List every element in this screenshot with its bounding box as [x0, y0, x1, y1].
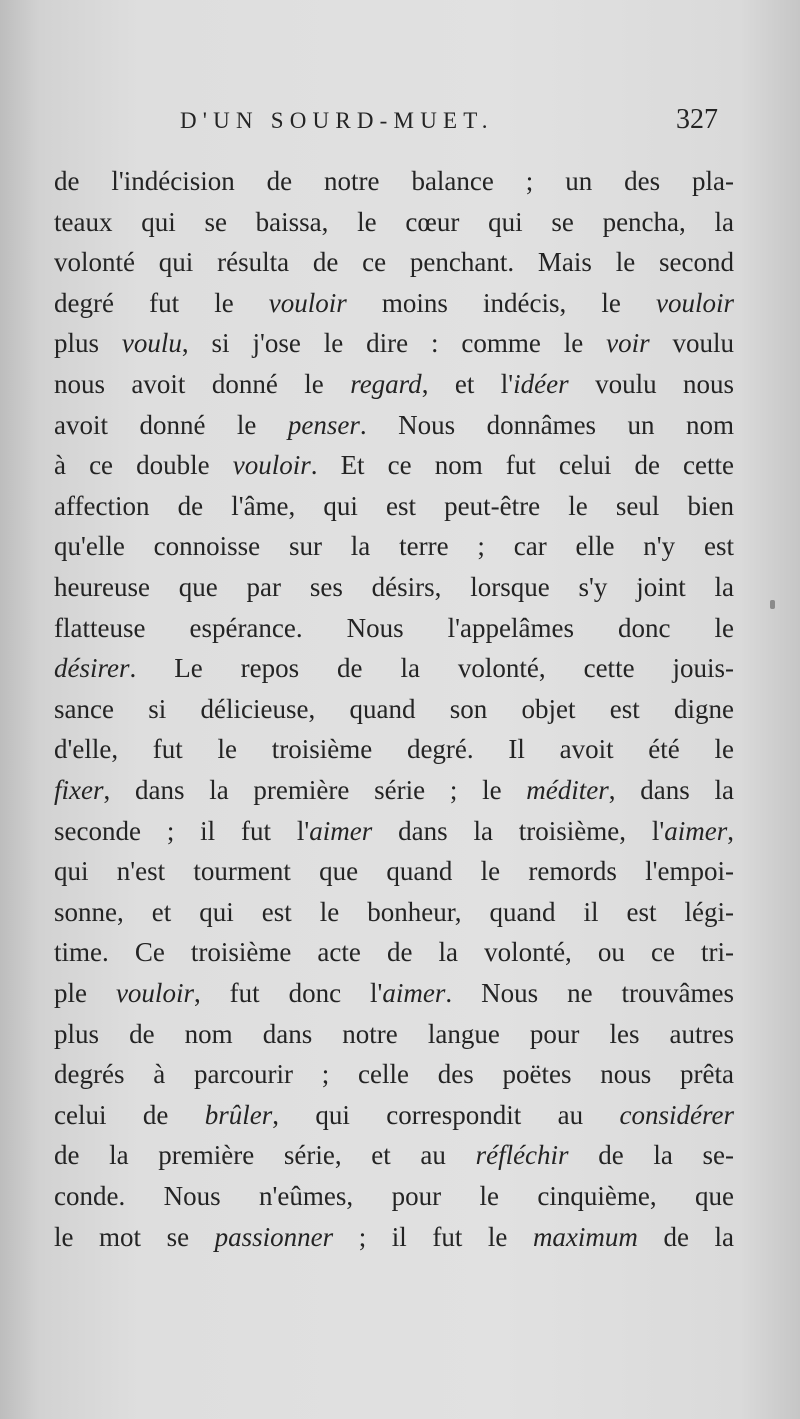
- italic-term: passionner: [214, 1221, 334, 1252]
- italic-term: penser: [287, 409, 360, 440]
- text-run: avoit donné le: [54, 409, 288, 440]
- text-run: , dans la: [608, 775, 734, 805]
- italic-term: vouloir: [656, 287, 734, 318]
- text-run: degrés à parcourir ; celle des poëtes nous prêta: [54, 1059, 734, 1090]
- text-line: [54, 769, 734, 811]
- italic-term: aimer: [382, 978, 446, 1008]
- text-run: affection de l'âme, qui est peut-être le seul bien: [54, 490, 734, 521]
- text-run: d'elle, fut le troisième degré. Il avoit été le: [54, 734, 734, 765]
- italic-term: idéer: [513, 369, 569, 399]
- text-run: . Nous ne trouvâmes: [445, 978, 734, 1008]
- text-run: moins indécis, le: [346, 287, 656, 318]
- italic-term: voulu: [121, 328, 182, 359]
- text-line: [54, 1013, 734, 1055]
- text-run: , qui correspondit au: [272, 1099, 620, 1130]
- italic-term: vouloir: [115, 978, 194, 1008]
- text-line: [54, 647, 734, 689]
- text-line: [54, 363, 734, 405]
- text-line: [54, 404, 734, 446]
- text-run: nous avoit donné le: [54, 369, 351, 399]
- text-run: , si j'ose le dire : comme le: [181, 328, 607, 359]
- text-run: dans la troisième, l': [372, 815, 665, 846]
- text-run: qui n'est tourment que quand le remords l'empoi-: [54, 856, 734, 887]
- text-run: . Le repos de la volonté, cette jouis-: [129, 653, 734, 684]
- text-run: volonté qui résulta de ce penchant. Mais le second: [54, 247, 734, 278]
- running-head: D'UN SOURD-MUET.: [180, 108, 494, 133]
- text-run: , et l': [421, 369, 514, 399]
- text-line: [54, 1175, 734, 1217]
- text-line: [54, 607, 734, 649]
- text-run: sance si délicieuse, quand son objet est digne: [54, 693, 734, 724]
- italic-term: considérer: [619, 1099, 734, 1130]
- italic-term: vouloir: [232, 450, 311, 481]
- text-run: de la: [637, 1221, 735, 1252]
- text-run: de la se-: [568, 1140, 735, 1171]
- text-line: [54, 160, 734, 202]
- italic-term: aimer: [309, 815, 373, 846]
- italic-term: fixer: [54, 775, 104, 805]
- text-run: seconde ; il fut l': [54, 815, 310, 846]
- text-run: time. Ce troisième acte de la volonté, ou ce tri-: [54, 937, 734, 968]
- italic-term: aimer: [664, 815, 728, 846]
- text-run: plus: [54, 328, 122, 359]
- text-line: [54, 1216, 734, 1258]
- text-line: [54, 1094, 734, 1136]
- text-run: de la première série, et au: [54, 1140, 476, 1171]
- text-run: voulu: [649, 328, 734, 359]
- text-run: voulu nous: [568, 369, 735, 399]
- text-line: [54, 566, 734, 608]
- text-line: [54, 810, 734, 852]
- text-line: [54, 444, 734, 486]
- paper-mark: [770, 600, 775, 609]
- italic-term: brûler: [204, 1099, 273, 1130]
- italic-term: voir: [606, 328, 650, 359]
- text-run: qu'elle connoisse sur la terre ; car elle n'y est: [54, 531, 734, 562]
- text-run: heureuse que par ses désirs, lorsque s'y joint la: [54, 572, 734, 602]
- text-line: [54, 322, 734, 364]
- italic-term: maximum: [532, 1221, 638, 1252]
- text-run: . Nous donnâmes un nom: [359, 409, 735, 440]
- text-run: sonne, et qui est le bonheur, quand il est légi-: [54, 896, 734, 927]
- text-run: , dans la première série ; le: [103, 775, 527, 805]
- text-run: , fut donc l': [193, 978, 383, 1008]
- italic-term: réfléchir: [475, 1140, 569, 1171]
- text-run: celui de: [54, 1099, 205, 1130]
- text-line: [54, 972, 734, 1014]
- text-run: ,: [727, 815, 734, 846]
- text-line: [54, 282, 734, 324]
- italic-term: regard: [350, 369, 422, 399]
- text-run: ; il fut le: [333, 1221, 533, 1252]
- text-run: flatteuse espérance. Nous l'appelâmes donc le: [54, 612, 734, 643]
- text-line: [54, 891, 734, 933]
- text-run: . Et ce nom fut celui de cette: [310, 450, 734, 481]
- text-line: [54, 525, 734, 567]
- text-line: [54, 1053, 734, 1095]
- italic-term: vouloir: [268, 287, 347, 318]
- text-run: teaux qui se baissa, le cœur qui se pencha, la: [54, 206, 734, 237]
- italic-term: désirer: [54, 653, 130, 684]
- text-run: ple: [54, 978, 116, 1008]
- text-run: à ce double: [54, 450, 233, 481]
- page-number: 327: [676, 104, 718, 135]
- text-line: [54, 1134, 734, 1176]
- page-header: [0, 100, 800, 150]
- text-line: [54, 688, 734, 730]
- text-run: de l'indécision de notre balance ; un des pla-: [54, 166, 734, 196]
- text-line: [54, 201, 734, 243]
- italic-term: méditer: [526, 775, 609, 805]
- text-run: degré fut le: [54, 287, 269, 318]
- text-run: plus de nom dans notre langue pour les autres: [54, 1018, 734, 1049]
- text-line: [54, 485, 734, 527]
- text-line: [54, 241, 734, 283]
- text-run: conde. Nous n'eûmes, pour le cinquième, que: [54, 1181, 734, 1211]
- text-line: [54, 850, 734, 892]
- text-line: [54, 931, 734, 973]
- text-run: le mot se: [54, 1221, 215, 1252]
- text-line: [54, 728, 734, 770]
